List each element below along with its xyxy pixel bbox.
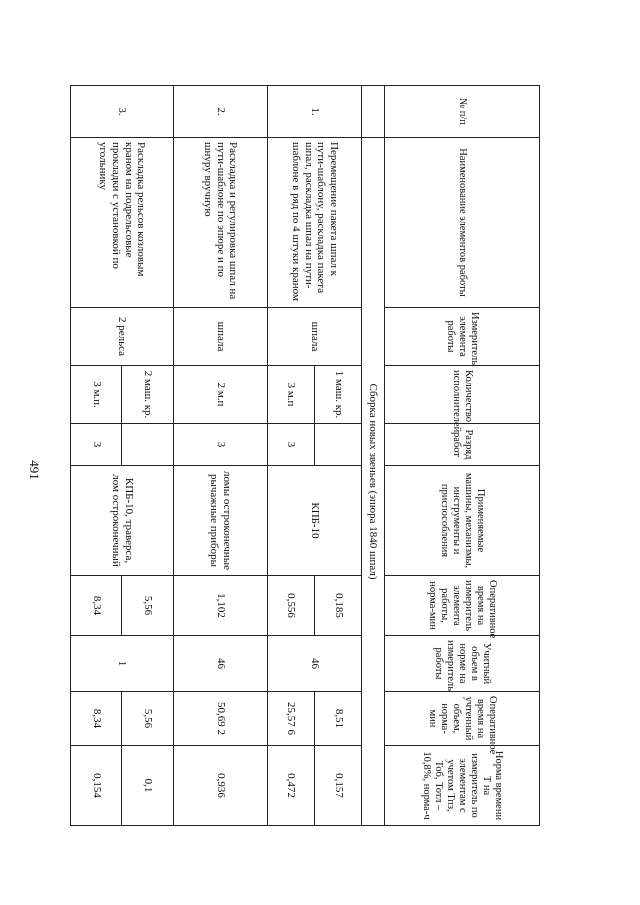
header-machines: Применяемые машины, механизмы, инструменты и приспособления: [384, 466, 539, 576]
workers-cell: 2 маш. кр.: [122, 366, 173, 424]
machines-cell: КПБ-10: [268, 466, 362, 576]
norm-cell: 0,157: [315, 746, 362, 826]
row-number: 3.: [71, 86, 174, 138]
meter-cell: шпала: [268, 308, 362, 366]
op-time-cell: 1,102: [173, 576, 267, 636]
table-row: [315, 86, 362, 826]
table-row: [122, 86, 173, 826]
norms-table: [70, 85, 540, 826]
section-row: [362, 86, 384, 826]
norm-cell: 0,472: [268, 746, 315, 826]
page-number: 491: [27, 460, 42, 480]
header-workers: Количество исполнителей: [384, 366, 539, 424]
op-time-cell: 8,34: [71, 576, 122, 636]
norm-cell: 0,154: [71, 746, 122, 826]
grade-cell: [315, 424, 362, 466]
op-volume-cell: 5,56: [122, 692, 173, 746]
header-name: Наименование элементов работы: [384, 138, 539, 308]
header-row: [384, 86, 539, 826]
norm-cell: 0,1: [122, 746, 173, 826]
op-volume-cell: 8,34: [71, 692, 122, 746]
workers-cell: 3 м.п: [268, 366, 315, 424]
workers-cell: 2 м.п: [173, 366, 267, 424]
work-element-name: Раскладка и регулировка шпал на пути-шаблоне по эпюре и по шнуру вручную: [173, 138, 267, 308]
grade-cell: 3: [71, 424, 122, 466]
volume-cell: 46: [173, 636, 267, 692]
meter-cell: 2 рельса: [71, 308, 174, 366]
norms-table-wrapper: [70, 85, 540, 825]
table-row: [173, 86, 267, 826]
work-element-name: Перемещение пакета шпал к пути-шаблону, раскладка пакета шпал, раскладка шпал на пути-шаблоне в ряд по 4 штуки краном: [268, 138, 362, 308]
workers-cell: 3 м.п.: [71, 366, 122, 424]
volume-cell: 1: [71, 636, 174, 692]
machines-cell: КПБ-10, траверса, лом остроконечный: [71, 466, 174, 576]
machines-cell: ломы остроконечные рычажные приборы: [173, 466, 267, 576]
header-op-volume: Оперативное время на учтенный объем, норма-мин: [384, 692, 539, 746]
row-number: 2.: [173, 86, 267, 138]
header-meter: Измеритель элемента работы: [384, 308, 539, 366]
op-volume-cell: 50,69 2: [173, 692, 267, 746]
work-element-name: Раскладка рельсов козловым краном на подрельсовые прокладки с установкой по угольнику: [71, 138, 174, 308]
row-number: 1.: [268, 86, 362, 138]
workers-cell: 1 маш. кр.: [315, 366, 362, 424]
header-grade: Разряд работ: [384, 424, 539, 466]
op-time-cell: 0,185: [315, 576, 362, 636]
grade-cell: 3: [173, 424, 267, 466]
header-num: № п/п: [384, 86, 539, 138]
volume-cell: 46: [268, 636, 362, 692]
grade-cell: [122, 424, 173, 466]
section-title: Сборка новых звеньев (эпюра 1840 шпал): [362, 138, 384, 826]
header-norm: Норма времени Т на измеритель по элементам с учетом Тпз, Тоб, Тотл – 10,8%, норма-ч: [384, 746, 539, 826]
header-volume: Учитный объем в норме на измеритель работы: [384, 636, 539, 692]
op-volume-cell: 25,57 6: [268, 692, 315, 746]
meter-cell: шпала: [173, 308, 267, 366]
op-volume-cell: 8,51: [315, 692, 362, 746]
grade-cell: 3: [268, 424, 315, 466]
op-time-cell: 0,556: [268, 576, 315, 636]
header-op-time: Оперативное время на измеритель элемента работы, норма-мин: [384, 576, 539, 636]
op-time-cell: 5,56: [122, 576, 173, 636]
norm-cell: 0,936: [173, 746, 267, 826]
